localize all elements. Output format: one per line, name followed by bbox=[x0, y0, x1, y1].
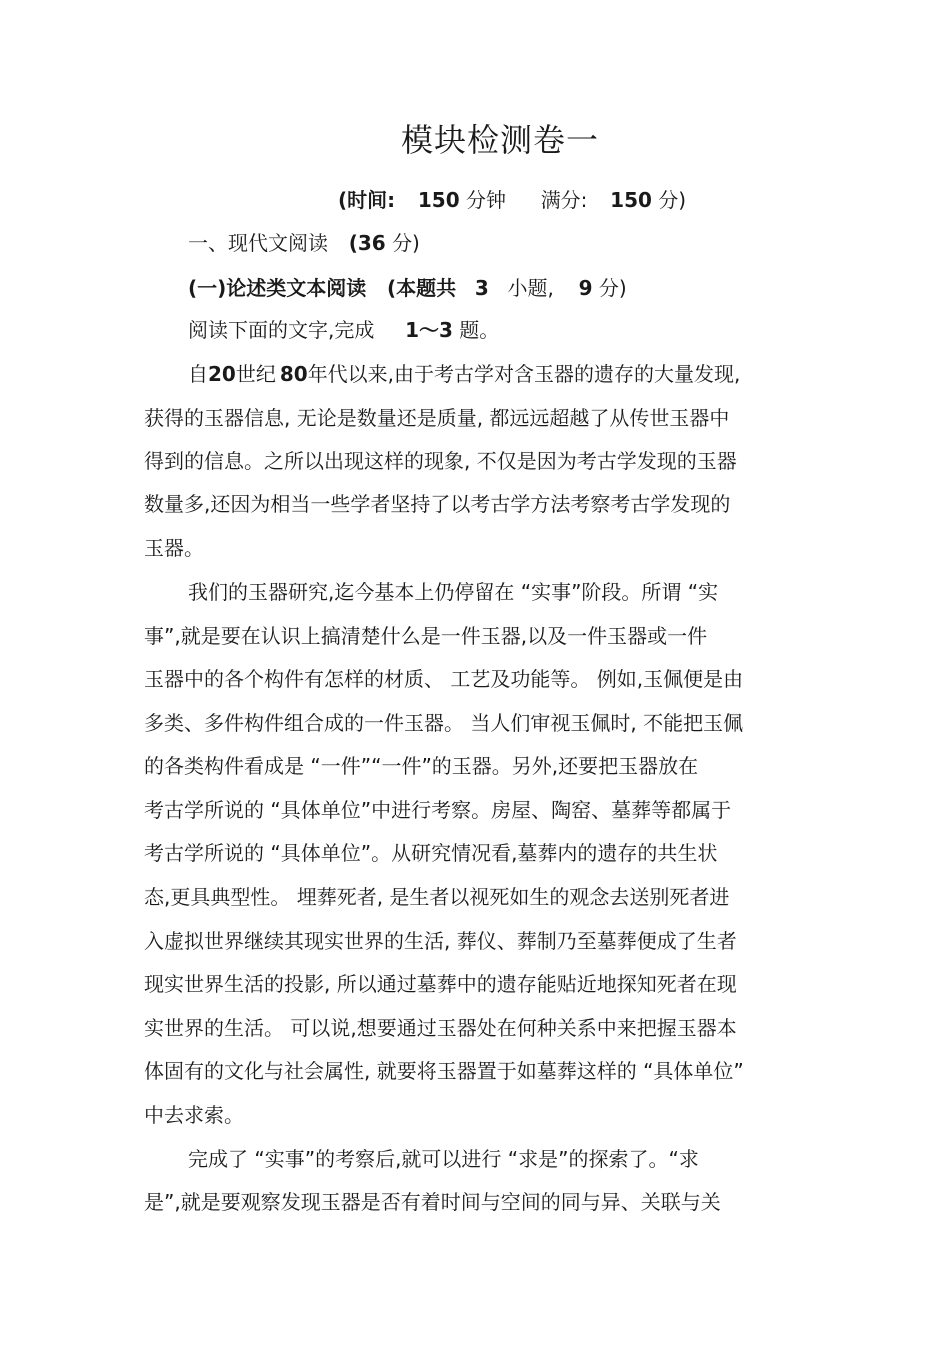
section-heading bbox=[188, 229, 420, 257]
subsection-heading bbox=[188, 274, 627, 302]
instruction-post: 题。 bbox=[459, 318, 500, 342]
time-unit: 分钟 bbox=[465, 188, 506, 212]
paragraph-2-line-11: 实世界的生活。 可以说,想要通过玉器处在何种关系中来把握玉器本 bbox=[144, 1016, 737, 1040]
section-score-close: 分) bbox=[392, 231, 420, 255]
time-value: 150 bbox=[417, 188, 460, 212]
paragraph-2-line-6: 考古学所说的 “具体单位”中进行考察。房屋、陶窑、墓葬等都属于 bbox=[144, 798, 732, 822]
subsection-heading-text: (一)论述类文本阅读 bbox=[188, 276, 367, 300]
paragraph-2-line-8: 态,更具典型性。 埋葬死者, 是生者以视死如生的观念去送别死者进 bbox=[144, 885, 730, 909]
paragraph-1-line-2: 获得的玉器信息, 无论是数量还是质量, 都远远超越了从传世玉器中 bbox=[144, 406, 730, 430]
paragraph-1-line-1 bbox=[188, 360, 740, 388]
paragraph-2-line-10: 现实世界生活的投影, 所以通过墓葬中的遗存能贴近地探知死者在现 bbox=[144, 972, 737, 996]
paragraph-2-line-1: 我们的玉器研究,迄今基本上仍停留在 “实事”阶段。所谓 “实 bbox=[188, 580, 719, 604]
paragraph-2-line-2: 事”,就是要在认识上搞清楚什么是一件玉器,以及一件玉器或一件 bbox=[144, 624, 708, 648]
year-80: 80 bbox=[279, 362, 308, 386]
subsection-note-open: (本题共 bbox=[387, 276, 457, 300]
paragraph-2-line-12: 体固有的文化与社会属性, 就要将玉器置于如墓葬这样的 “具体单位” bbox=[144, 1059, 744, 1083]
paragraph-2-line-4: 多类、多件构件组合成的一件玉器。 当人们审视玉佩时, 不能把玉佩 bbox=[144, 711, 744, 735]
full-score-label: 满分: bbox=[540, 188, 588, 212]
subsection-count: 3 bbox=[474, 276, 489, 300]
instruction-range: 1～3 bbox=[405, 318, 453, 342]
full-score-value: 150 bbox=[610, 188, 652, 212]
paragraph-1-line-5: 玉器。 bbox=[144, 536, 204, 560]
year-20: 20 bbox=[208, 362, 236, 386]
paragraph-2-line-7: 考古学所说的 “具体单位”。从研究情况看,墓葬内的遗存的共生状 bbox=[144, 841, 718, 865]
paragraph-3-line-1: 完成了 “实事”的考察后,就可以进行 “求是”的探索了。“求 bbox=[188, 1147, 699, 1171]
document-title: 模块检测卷一 bbox=[400, 121, 599, 159]
section-score-open: (36 bbox=[348, 231, 386, 255]
paragraph-1-line-4: 数量多,还因为相当一些学者坚持了以考古学方法考察考古学发现的 bbox=[144, 492, 731, 516]
subsection-points: 9 bbox=[578, 276, 593, 300]
subsection-note-mid: 小题, bbox=[507, 276, 554, 300]
exam-info-open: (时间: bbox=[338, 188, 396, 212]
instruction-pre: 阅读下面的文字,完成 bbox=[188, 318, 375, 342]
subsection-note-close: 分) bbox=[598, 276, 627, 300]
paragraph-2-line-5: 的各类构件看成是 “一件”“一件”的玉器。另外,还要把玉器放在 bbox=[144, 754, 699, 778]
paragraph-3-line-2: 是”,就是要观察发现玉器是否有着时间与空间的同与异、关联与关 bbox=[144, 1190, 721, 1214]
paragraph-2-line-13: 中去求索。 bbox=[144, 1103, 244, 1127]
text-span: 年代以来,由于考古学对含玉器的遗存的大量发现, bbox=[307, 362, 741, 386]
text-span: 自 bbox=[188, 362, 208, 386]
paragraph-2-line-3: 玉器中的各个构件有怎样的材质、 工艺及功能等。 例如,玉佩便是由 bbox=[144, 667, 744, 691]
paragraph-1-line-3: 得到的信息。之所以出现这样的现象, 不仅是因为考古学发现的玉器 bbox=[144, 449, 737, 473]
exam-info bbox=[338, 186, 686, 214]
full-score-unit: 分) bbox=[658, 188, 687, 212]
instruction bbox=[188, 316, 499, 344]
text-span: 世纪 bbox=[235, 362, 276, 386]
section-heading-text: 一、现代文阅读 bbox=[188, 231, 328, 255]
paragraph-2-line-9: 入虚拟世界继续其现实世界的生活, 葬仪、葬制乃至墓葬便成了生者 bbox=[144, 929, 737, 953]
